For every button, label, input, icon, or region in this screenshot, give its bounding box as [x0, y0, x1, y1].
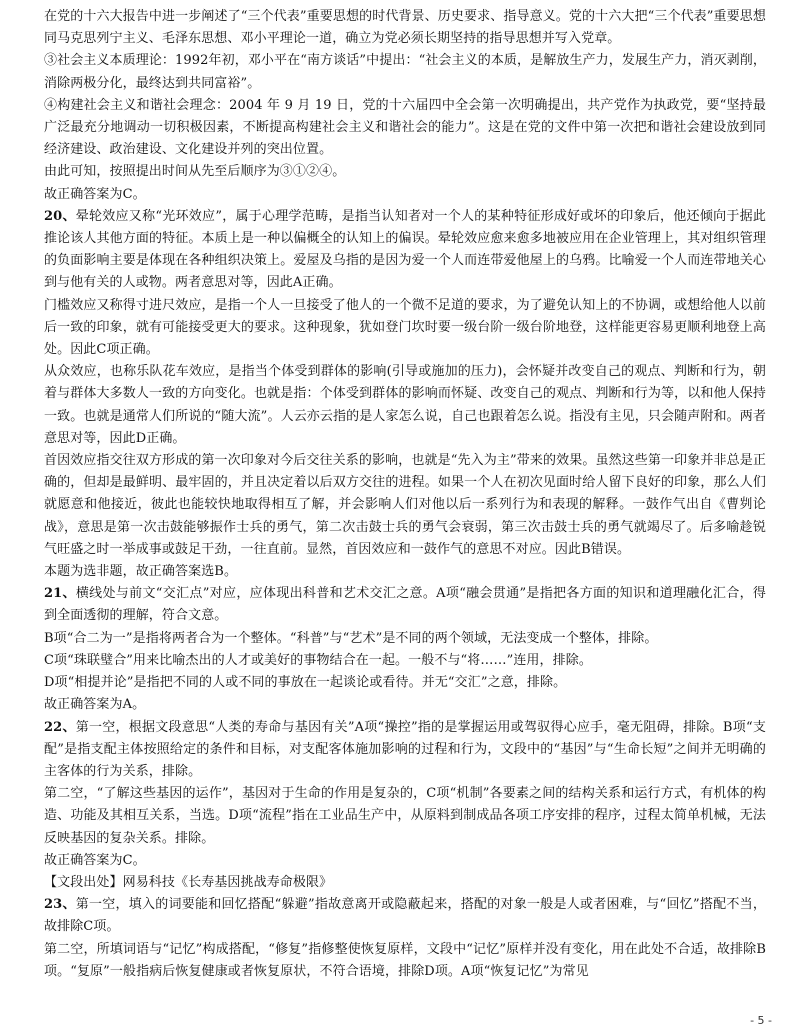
question-23: 23、第一空，填入的词要能和回忆搭配“躲避”指故意离开或隐蔽起来，搭配的对象一般是人或者困难，与“回忆”搭配不当，故排除C项。: [44, 897, 766, 935]
paragraph: 由此可知，按照提出时间从先至后顺序为③①②④。: [44, 164, 346, 180]
paragraph: D项“相提并论”是指把不同的人或不同的事放在一起谈论或看待。并无“交汇”之意，排除。: [44, 675, 567, 691]
question-number: 22、: [44, 719, 76, 735]
paragraph: 门槛效应又称得寸进尺效应，是指一个人一旦接受了他人的一个微不足道的要求，为了避免认知上的不协调，或想给他人以前后一致的印象，就有可能接受更大的要求。这种现象，犹如登门坎时要一级台阶一级台阶地登，这样能更容易更顺利地登上高处。因此C项正确。: [44, 297, 766, 358]
question-22: 22、第一空，根据文段意思“人类的寿命与基因有关”A项“操控”指的是掌握运用或驾驭得心应手，毫无阻碍，排除。B项“支配”是指支配主体按照给定的条件和目标，对支配客体施加影响的过程和行为，文段中的“基因”与“生命长短”之间并无明确的主客体的行为关系，排除。: [44, 719, 766, 779]
document-body: [44, 6, 766, 983]
answer-line: 本题为选非题，故正确答案选B。: [44, 564, 238, 580]
question-20: 20、晕轮效应又称“光环效应”，属于心理学范畴，是指当认知者对一个人的某种特征形成好或坏的印象后，他还倾向于据此推论该人其他方面的特征。本质上是一种以偏概全的认知上的偏误。晕轮效应愈来愈多地被应用在企业管理上，其对组织管理的负面影响主要是体现在各种组织决策上。爱屋及乌指的是因为爱一个人而连带爱他屋上的乌鸦。比喻爱一个人而连带地关心到与他有关的人或物。两者意思对等，因此A正确。: [44, 208, 766, 291]
answer-line: 故正确答案为C。: [44, 852, 146, 868]
paragraph: B项“合二为一”是指将两者合为一个整体。“科普”与“艺术”是不同的两个领域，无法变成一个整体，排除。: [44, 630, 658, 646]
paragraph: C项“珠联璧合”用来比喻杰出的人才或美好的事物结合在一起。一般不与“将……”连用，排除。: [44, 652, 592, 668]
source-line: 【文段出处】网易科技《长寿基因挑战寿命极限》: [44, 874, 333, 890]
answer-line: 故正确答案为C。: [44, 186, 146, 202]
paragraph: 从众效应，也称乐队花车效应，是指当个体受到群体的影响(引导或施加的压力)，会怀疑并改变自己的观点、判断和行为，朝着与群体大多数人一致的方向变化。也就是指：个体受到群体的影响而怀疑、改变自己的观点、判断和行为等，以和他人保持一致。也就是通常人们所说的“随大流”。人云亦云指的是人家怎么说，自己也跟着怎么说。指没有主见，只会随声附和。两者意思对等，因此D正确。: [44, 364, 766, 446]
question-number: 20、: [44, 208, 76, 224]
page-number: - 5 -: [750, 1014, 772, 1027]
paragraph: ③社会主义本质理论：1992年初，邓小平在“南方谈话”中提出：“社会主义的本质，是解放生产力，发展生产力，消灭剥削，消除两极分化，最终达到共同富裕”。: [44, 53, 766, 91]
paragraph: 首因效应指交往双方形成的第一次印象对今后交往关系的影响，也就是“先入为主”带来的效果。虽然这些第一印象并非总是正确的，但却是最鲜明、最牢固的，并且决定着以后双方交往的进程。如果一个人在初次见面时给人留下良好的印象，那么人们就愿意和他接近，彼此也能较快地取得相互了解，并会影响人们对他以后一系列行为和表现的解释。一鼓作气出自《曹刿论战》，意思是第一次击鼓能够振作士兵的勇气，第二次击鼓士兵的勇气会衰弱，第三次击鼓士兵的勇气就竭尽了。后多喻趁锐气旺盛之时一举成事或鼓足干劲，一往直前。显然，首因效应和一鼓作气的意思不对应。因此B错误。: [44, 453, 766, 557]
answer-line: 故正确答案为A。: [44, 697, 146, 713]
question-number: 21、: [44, 586, 76, 602]
question-21: 21、横线处与前文“交汇点”对应，应体现出科普和艺术交汇之意。A项“融会贯通”是指把各方面的知识和道理融化汇合，得到全面透彻的理解，符合文意。: [44, 586, 766, 624]
paragraph: ④构建社会主义和谐社会理念：2004 年 9 月 19 日，党的十六届四中全会第一次明确提出，共产党作为执政党，要“坚持最广泛最充分地调动一切积极因素，不断提高构建社会主义和谐社会的能力”。这是在党的文件中第一次把和谐社会建设放到同经济建设、政治建设、文化建设并列的突出位置。: [44, 97, 766, 158]
paragraph: 在党的十六大报告中进一步阐述了“三个代表”重要思想的时代背景、历史要求、指导意义。党的十六大把“三个代表”重要思想同马克思列宁主义、毛泽东思想、邓小平理论一道，确立为党必须长期坚持的指导思想并写入党章。: [44, 9, 766, 47]
paragraph: 第二空，“了解这些基因的运作”，基因对于生命的作用是复杂的，C项“机制”各要素之间的结构关系和运行方式，有机体的构造、功能及其相互关系，当选。D项“流程”指在工业品生产中，从原料到制成品各项工序安排的程序，过程太简单机械，无法反映基因的复杂关系。排除。: [44, 786, 766, 846]
question-number: 23、: [44, 897, 76, 913]
paragraph: 第二空，所填词语与“记忆”构成搭配，“修复”指修整使恢复原样，文段中“记忆”原样并没有变化，用在此处不合适，故排除B项。“复原”一般指病后恢复健康或者恢复原状，不符合语境，排除D项。A项“恢复记忆”为常见: [44, 941, 766, 979]
